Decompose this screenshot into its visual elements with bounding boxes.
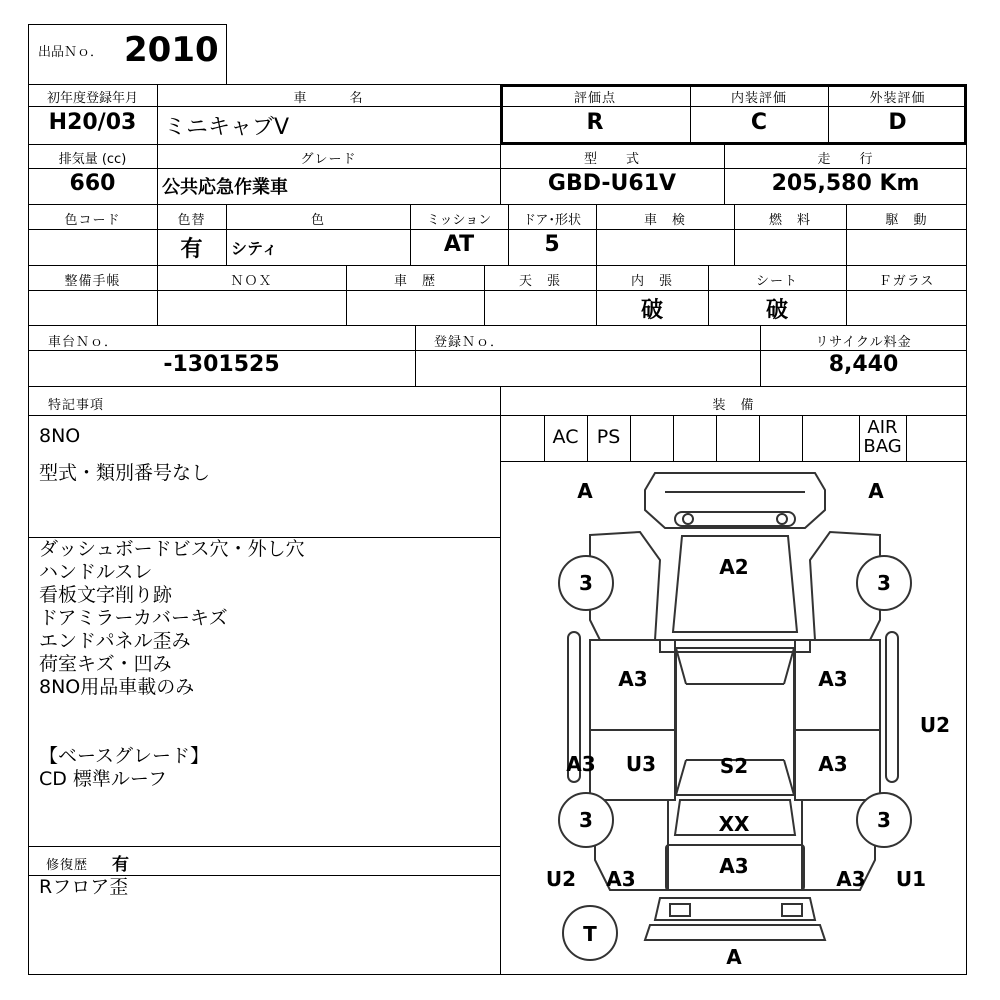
mark-front-right: A [868, 479, 884, 503]
mark-left-front-door: A3 [618, 667, 648, 691]
mark-rear-bumper: A [726, 945, 742, 969]
repair-note: Rフロア歪 [39, 876, 129, 898]
notes-line-2: ハンドルスレ [39, 561, 153, 583]
equipment-label: 装 備 [712, 398, 755, 413]
first-registration-label: 初年度登録年月 [46, 91, 138, 106]
chassis-number-value: -1301525 [163, 352, 280, 377]
interior-rating-label: 内装評価 [730, 91, 787, 106]
notes-line-1: ダッシュボードビス穴・外し穴 [39, 538, 305, 560]
model-label: 型 式 [583, 152, 640, 167]
notes-line-10: CD 標準ルーフ [39, 768, 167, 790]
mark-tire-rear-right: 3 [877, 808, 891, 832]
mark-left-rear-door: U3 [625, 752, 657, 776]
headliner-label: 天 張 [518, 274, 561, 289]
notes-top-line-2: 型式・類別番号なし [39, 462, 211, 484]
mark-left-rear-corner: U2 [545, 867, 577, 891]
mark-tire-front-left: 3 [579, 571, 593, 595]
notes-line-7: 8NO用品車載のみ [39, 676, 195, 698]
score-label: 評価点 [573, 91, 616, 106]
model-value: GBD-U61V [547, 171, 677, 196]
lot-number: 2010 [124, 30, 219, 70]
inspection-label: 車 検 [643, 213, 686, 228]
door-label: ドア･形状 [522, 213, 582, 228]
door-value: 5 [544, 232, 560, 257]
notes-line-4: ドアミラーカバーキズ [39, 607, 228, 629]
repair-history-label: 修復歴 [46, 858, 89, 873]
lot-label: 出品Ｎｏ． [38, 45, 104, 60]
car-name-value: ミニキャブV [164, 115, 290, 140]
mark-right-rear-door: A3 [818, 752, 848, 776]
mark-roof: S2 [719, 754, 749, 778]
notes-line-3: 看板文字削り跡 [39, 584, 173, 606]
chassis-number-label: 車台Ｎｏ． [48, 335, 119, 350]
notes-line-5: エンドパネル歪み [39, 630, 191, 652]
score-value: R [586, 110, 604, 135]
equipment-cell-ac: AC [552, 426, 579, 448]
notes-line-9: 【ベースグレード】 [39, 745, 210, 767]
mark-right-rear-corner: U1 [895, 867, 927, 891]
recycle-fee-label: リサイクル料金 [815, 335, 912, 350]
nox-label: ＮＯＸ [230, 274, 273, 289]
car-history-label: 車 歴 [393, 274, 436, 289]
color-value: シティ [231, 239, 278, 258]
mileage-value: 205,580 Km [771, 171, 920, 196]
grade-label: グレード [300, 152, 357, 167]
equipment-cell-ps: PS [596, 426, 621, 448]
maintenance-book-label: 整備手帳 [64, 274, 121, 289]
mark-rear-glass: XX [718, 812, 750, 836]
color-label: 色 [310, 213, 325, 228]
notes-line-6: 荷室キズ・凹み [39, 653, 172, 675]
fuel-label: 燃 料 [768, 213, 811, 228]
mark-back-door: A3 [719, 854, 749, 878]
displacement-label: 排気量 (cc) [58, 152, 127, 167]
interior-rating-value: C [750, 110, 768, 135]
recycle-fee-value: 8,440 [828, 352, 899, 377]
mark-spare-tire: T [583, 922, 597, 946]
mark-tire-rear-left: 3 [579, 808, 593, 832]
mark-right-side: U2 [919, 713, 951, 737]
notes-label: 特記事項 [48, 398, 105, 413]
grade-value: 公共応急作業車 [162, 177, 288, 198]
mission-value: AT [443, 232, 475, 257]
displacement-value: 660 [69, 171, 116, 196]
exterior-rating-value: D [888, 110, 907, 135]
interior-trim-value: 破 [640, 298, 663, 323]
seat-label: シート [755, 274, 798, 289]
seat-value: 破 [765, 298, 788, 323]
repair-history-value: 有 [112, 855, 129, 875]
registration-number-label: 登録Ｎｏ． [434, 335, 505, 350]
notes-top-line-1: 8NO [39, 425, 81, 447]
color-change-label: 色替 [177, 213, 206, 228]
first-registration-value: H20/03 [48, 110, 137, 135]
mark-left-quarter: A3 [606, 867, 636, 891]
mark-tire-front-right: 3 [877, 571, 891, 595]
exterior-rating-label: 外装評価 [869, 91, 926, 106]
interior-trim-label: 内 張 [630, 274, 673, 289]
color-change-value: 有 [180, 237, 203, 262]
front-glass-label: Ｆガラス [878, 274, 935, 289]
mark-hood: A2 [719, 555, 749, 579]
mark-right-quarter: A3 [836, 867, 866, 891]
color-code-label: 色コード [64, 213, 121, 228]
mark-left-sill: A3 [566, 752, 596, 776]
equipment-cell-airbag: AIR BAG [863, 417, 902, 457]
mission-label: ミッション [426, 213, 492, 228]
mark-right-front-door: A3 [818, 667, 848, 691]
drive-label: 駆 動 [885, 213, 928, 228]
mark-front-left: A [577, 479, 593, 503]
car-name-label: 車 名 [293, 91, 364, 106]
mileage-label: 走 行 [817, 152, 874, 167]
